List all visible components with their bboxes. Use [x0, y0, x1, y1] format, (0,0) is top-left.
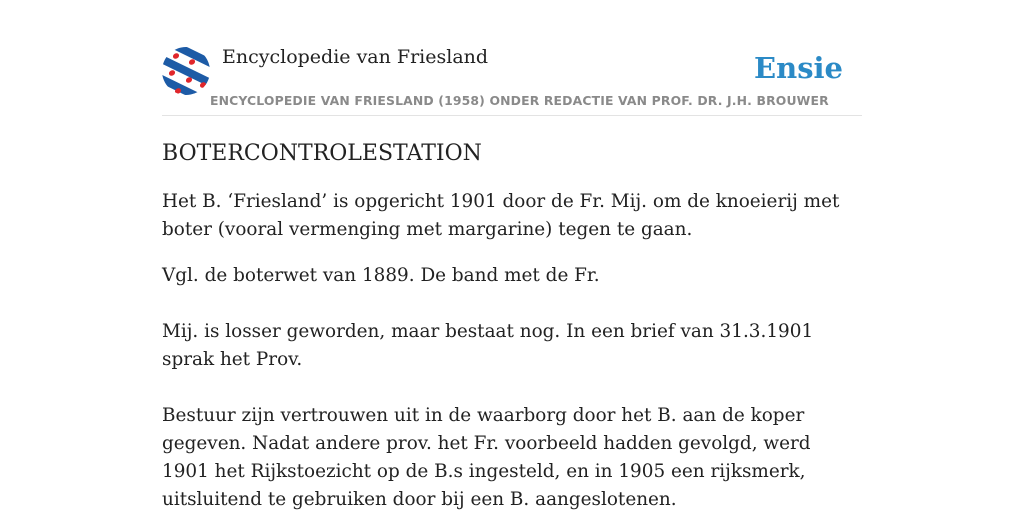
site-header	[162, 44, 862, 116]
article-body	[162, 138, 842, 512]
site-title-link[interactable]: Encyclopedie van Friesland	[222, 46, 489, 68]
frisian-flag-icon[interactable]	[162, 47, 210, 95]
article-paragraph: Het B. ‘Friesland’ is opgericht 1901 door de Fr. Mij. om de knoeierij met boter (vooral vermenging met margarine) tegen te gaan.	[162, 191, 840, 240]
ensie-brand-link[interactable]: Ensie	[754, 51, 843, 85]
article-title: BOTERCONTROLESTATION	[162, 141, 482, 166]
article-paragraph: Bestuur zijn vertrouwen uit in de waarborg door het B. aan de koper gegeven. Nadat andere prov. het Fr. voorbeeld hadden gevolgd, werd 1901 het Rijkstoezicht op de B.s ingesteld, en in 1905 een rijksmerk, uitsluitend te gebruiken door bij een B. aangeslotenen.	[162, 405, 811, 510]
article-paragraph: Vgl. de boterwet van 1889. De band met de Fr.	[162, 265, 600, 286]
article-paragraph: Mij. is losser geworden, maar bestaat nog. In een brief van 31.3.1901 sprak het Prov.	[162, 321, 814, 370]
encyclopedia-subtitle: ENCYCLOPEDIE VAN FRIESLAND (1958) ONDER REDACTIE VAN PROF. DR. J.H. BROUWER	[210, 93, 829, 108]
header-divider	[162, 115, 862, 116]
